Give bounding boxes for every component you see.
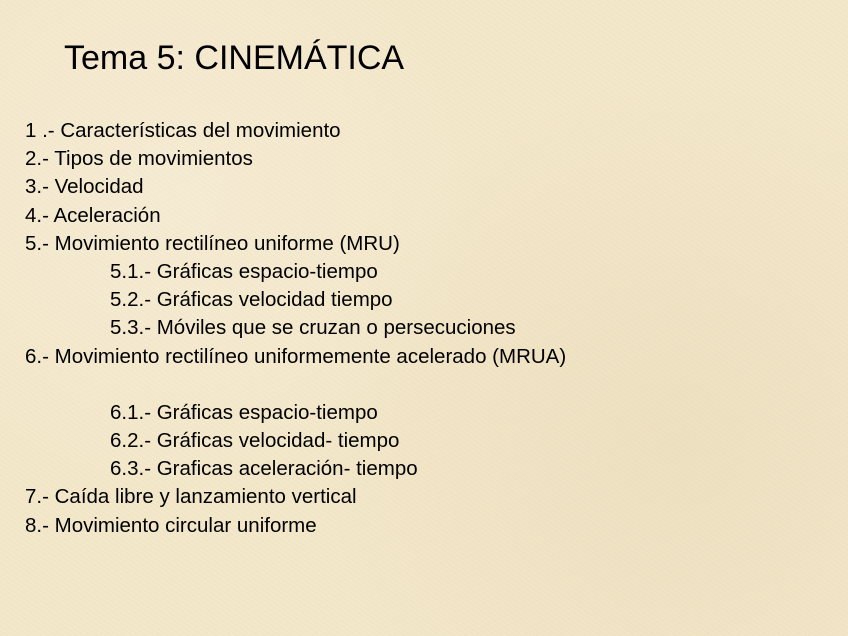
toc-item-5-1: 5.1.- Gráficas espacio-tiempo [110,259,378,283]
toc-item-6-2: 6.2.- Gráficas velocidad- tiempo [110,429,400,453]
toc-item-7: 7.- Caída libre y lanzamiento vertical [25,485,357,509]
slide-title: Tema 5: CINEMÁTICA [64,39,405,77]
table-of-contents [25,117,566,540]
toc-item-6: 6.- Movimiento rectilíneo uniformemente acelerado (MRUA) [25,344,567,368]
toc-spacer [25,371,566,399]
toc-item-5-3: 5.3.- Móviles que se cruzan o persecuciones [110,316,516,340]
toc-item-8: 8.- Movimiento circular uniforme [25,513,317,537]
toc-item-1: 1 .- Características del movimiento [25,119,341,142]
toc-item-5-2: 5.2.- Gráficas velocidad tiempo [110,288,393,312]
toc-item-6-1: 6.1.- Gráficas espacio-tiempo [110,400,378,424]
toc-item-6-3: 6.3.- Graficas aceleración- tiempo [110,457,418,481]
toc-item-2: 2.- Tipos de movimientos [25,147,253,171]
toc-item-4: 4.- Aceleración [25,203,161,227]
toc-item-5: 5.- Movimiento rectilíneo uniforme (MRU) [25,231,400,255]
toc-item-3: 3.- Velocidad [25,175,144,199]
